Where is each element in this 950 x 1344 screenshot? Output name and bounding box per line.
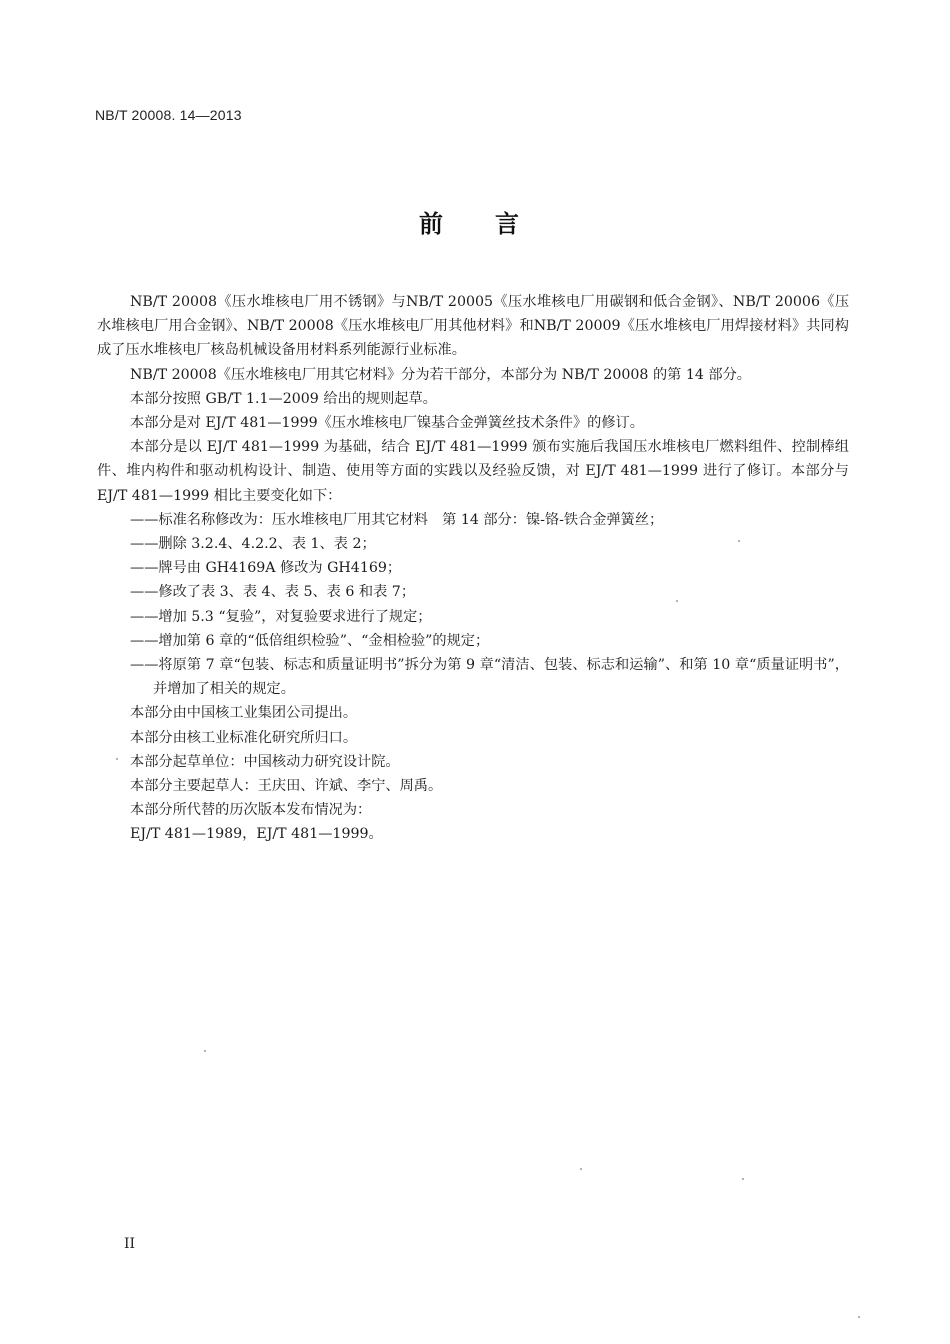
standard-code: NB/T 20008. 14—2013: [95, 107, 242, 123]
paragraph: 本部分按照 GB/T 1.1—2009 给出的规则起草。: [130, 390, 437, 407]
closing-line: 本部分由中国核工业集团公司提出。: [130, 705, 358, 722]
page-number: II: [124, 1236, 136, 1252]
closing-line: EJ/T 481—1989，EJ/T 481—1999。: [130, 826, 383, 843]
paragraph: 本部分是以 EJ/T 481—1999 为基础，结合 EJ/T 481—1999 颁布实施后我国压水堆核电厂燃料组件、控制棒组件、堆内构件和驱动机构设计、制造、使用等方面的实践以及经验反馈，对 EJ/T 481—1999 进行了修订。本部分与 EJ/T 481—1999 相比主要变化如下：: [97, 439, 849, 504]
paragraph: NB/T 20008《压水堆核电厂用不锈钢》与NB/T 20005《压水堆核电厂用碳钢和低合金钢》、NB/T 20006《压水堆核电厂用合金钢》、NB/T 20008《压水堆核电厂用其他材料》和NB/T 20009《压水堆核电厂用焊接材料》共同构成了压水堆核电厂核岛机械设备用材料系列能源行业标准。: [97, 294, 850, 359]
closing-line: 本部分由核工业标准化研究所归口。: [130, 729, 358, 746]
scan-speck: [676, 600, 678, 602]
change-item: ——删除 3.2.4、4.2.2、表 1、表 2；: [130, 536, 376, 553]
change-item: ——牌号由 GH4169A 修改为 GH4169；: [130, 560, 402, 577]
scan-speck: [858, 1316, 860, 1318]
change-item: ——将原第 7 章“包装、标志和质量证明书”拆分为第 9 章“清洁、包装、标志和运输”、和第 10 章“质量证明书”，并增加了相关的规定。: [130, 657, 849, 698]
scan-speck: [742, 1178, 744, 1180]
change-item: ——增加 5.3 “复验”，对复验要求进行了规定；: [130, 608, 432, 625]
scan-speck: [738, 540, 740, 542]
page-title: 前言: [419, 210, 571, 238]
change-item: ——修改了表 3、表 4、表 5、表 6 和表 7；: [130, 584, 416, 601]
paragraph: NB/T 20008《压水堆核电厂用其它材料》分为若干部分，本部分为 NB/T 20008 的第 14 部分。: [130, 366, 751, 383]
closing-line: 本部分主要起草人：王庆田、许斌、李宁、周禹。: [130, 778, 443, 795]
closing-line: 本部分所代替的历次版本发布情况为：: [130, 802, 372, 819]
scan-speck: [204, 1050, 206, 1052]
closing-line: 本部分起草单位：中国核动力研究设计院。: [130, 753, 400, 770]
paragraph: 本部分是对 EJ/T 481—1999《压水堆核电厂镍基合金弹簧丝技术条件》的修订。: [130, 415, 644, 432]
scan-speck: [580, 1168, 582, 1170]
change-item: ——标准名称修改为：压水堆核电厂用其它材料 第 14 部分：镍-铬-铁合金弹簧丝；: [130, 511, 664, 528]
change-item: ——增加第 6 章的“低倍组织检验”、“金相检验”的规定；: [130, 632, 490, 649]
foreword-body: [97, 290, 849, 847]
scan-speck: [116, 758, 118, 760]
